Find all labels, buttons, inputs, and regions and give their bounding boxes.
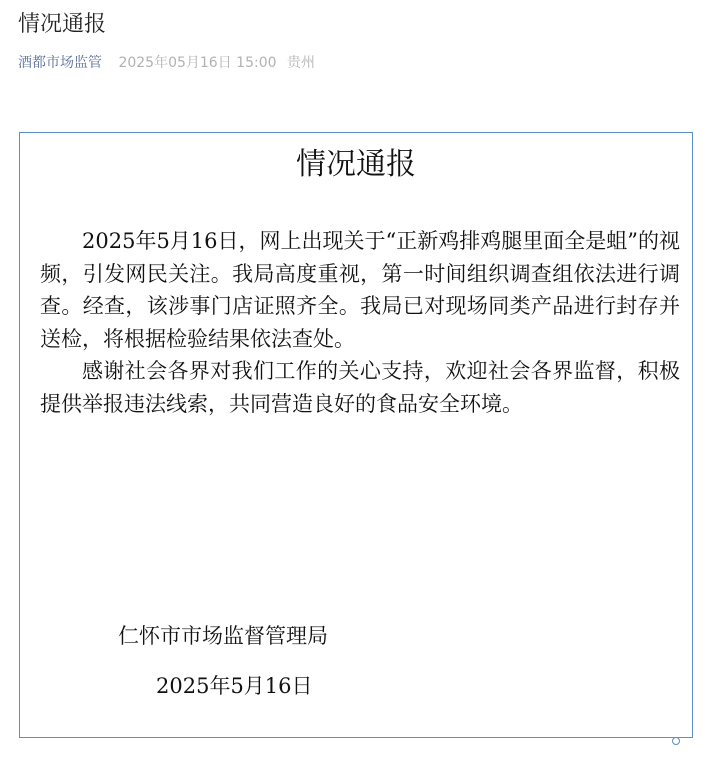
- notice-heading: 情况通报: [296, 147, 416, 182]
- notice-image-frame: [19, 132, 693, 738]
- article-meta: [18, 53, 315, 73]
- notice-paragraph: 感谢社会各界对我们工作的关心支持，欢迎社会各界监督，积极提供举报违法线索，共同营造良好的食品安全环境。: [40, 359, 680, 416]
- publish-location: 贵州: [286, 55, 315, 71]
- notice-paragraph: 2025年5月16日，网上出现关于“正新鸡排鸡腿里面全是蛆”的视频，引发网民关注。我局高度重视，第一时间组织调查组依法进行调查。经查，该涉事门店证照齐全。我局已对现场同类产品进行封存并送检，将根据检验结果依法查处。: [40, 229, 680, 351]
- account-name-link[interactable]: 酒都市场监管: [18, 55, 102, 71]
- notice-signature: 仁怀市市场监督管理局: [118, 624, 328, 648]
- publish-time: 2025年05月16日 15:00: [118, 55, 277, 71]
- resize-handle-icon[interactable]: [672, 737, 680, 745]
- notice-body: [40, 225, 680, 420]
- notice-date: 2025年5月16日: [156, 674, 313, 698]
- page-title: 情况通报: [18, 12, 107, 37]
